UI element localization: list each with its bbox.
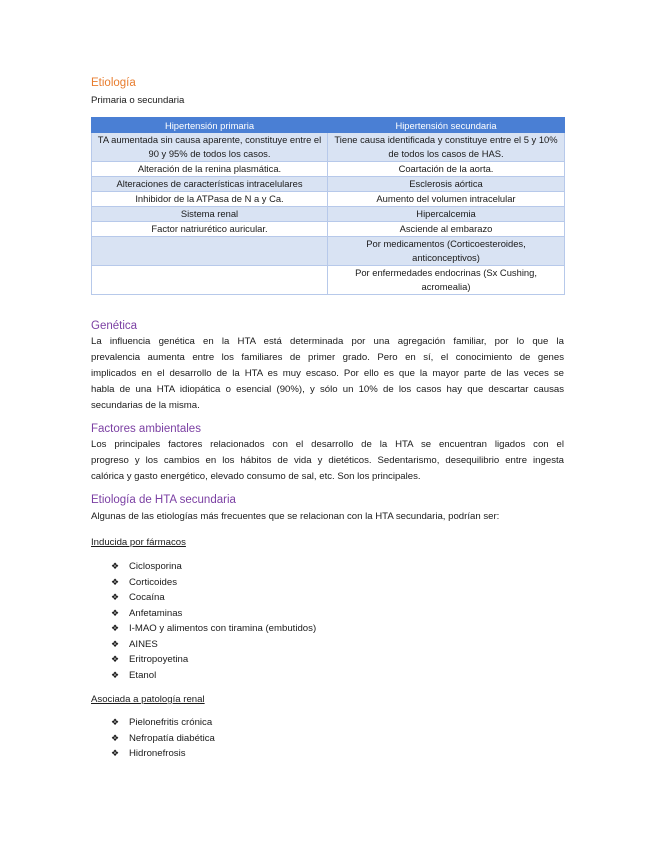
table-row	[92, 207, 565, 222]
table-row	[92, 222, 565, 237]
diamond-bullet-icon: ❖	[111, 638, 120, 649]
table-cell: Por medicamentos (Corticoesteroides, anticonceptivos)	[328, 237, 565, 266]
diamond-bullet-icon: ❖	[111, 607, 120, 618]
farmacos-list	[111, 559, 316, 683]
diamond-bullet-icon: ❖	[111, 732, 120, 743]
secundaria-intro: Algunas de las etiologías más frecuentes que se relacionan con la HTA secundaria, podrían ser:	[91, 511, 500, 522]
paragraph-line: prevalencia aumenta entre los familiares de primer grado. Pero en sí, el conocimiento de genes	[91, 352, 564, 363]
list-item: ❖ Hidronefrosis	[111, 746, 215, 762]
table-cell: Tiene causa identificada y constituye entre el 5 y 10% de todos los casos de HAS.	[328, 133, 565, 162]
paragraph-line: progreso y los cambios en los hábitos de vida y dietéticos. Sedentarismo, desequilibrio entre ingesta	[91, 455, 564, 466]
paragraph-line: habla de una HTA idiopática o esencial (90%), y sólo un 10% de los casos hay que descartar causas	[91, 384, 564, 395]
diamond-bullet-icon: ❖	[111, 748, 120, 758]
table-cell: Hipercalcemia	[328, 207, 565, 222]
table-cell: Inhibidor de la ATPasa de N a y Ca.	[92, 192, 328, 207]
table-row	[92, 177, 565, 192]
paragraph-line: secundarias de la misma.	[91, 400, 200, 411]
diamond-bullet-icon: ❖	[111, 592, 120, 602]
table-cell: Coartación de la aorta.	[328, 162, 565, 177]
table-header-row	[92, 118, 565, 133]
table-cell: Factor natriurético auricular.	[92, 222, 328, 237]
list-item: ❖ Eritropoyetina	[111, 652, 316, 668]
genetica-paragraph	[91, 334, 564, 414]
table-row	[92, 133, 565, 162]
list-item: ❖ Ciclosporina	[111, 559, 316, 575]
genetica-heading: Genética	[91, 320, 138, 332]
table-cell: Sistema renal	[92, 207, 328, 222]
table-cell: Por enfermedades endocrinas (Sx Cushing, acromealia)	[328, 266, 565, 295]
diamond-bullet-icon: ❖	[111, 669, 120, 680]
table-cell: Alteraciones de características intracelulares	[92, 177, 328, 192]
diamond-bullet-icon: ❖	[111, 623, 120, 633]
paragraph-line: La influencia genética en la HTA está determinada por una agregación familiar, por lo que la	[91, 336, 564, 347]
hypertension-table	[91, 117, 565, 295]
diamond-bullet-icon: ❖	[111, 654, 120, 664]
renal-list	[111, 715, 215, 762]
diamond-bullet-icon: ❖	[111, 561, 120, 571]
paragraph-line: implicados en el desarrollo de la HTA es muy escaso. Por ello es que la mayor parte de las veces se	[91, 368, 564, 379]
etiologia-heading: Etiología	[91, 77, 136, 89]
renal-subheading: Asociada a patología renal	[91, 694, 205, 705]
table-cell	[92, 266, 328, 295]
list-item: ❖ Anfetaminas	[111, 606, 316, 622]
diamond-bullet-icon: ❖	[111, 576, 120, 587]
list-item: ❖ I-MAO y alimentos con tiramina (embutidos)	[111, 621, 316, 637]
table-cell: Aumento del volumen intracelular	[328, 192, 565, 207]
list-item: ❖ Corticoides	[111, 575, 316, 591]
farmacos-subheading: Inducida por fármacos	[91, 537, 186, 548]
diamond-bullet-icon: ❖	[111, 717, 120, 727]
factores-paragraph	[91, 437, 564, 485]
list-item: ❖ Etanol	[111, 668, 316, 684]
table-header-primaria: Hipertensión primaria	[92, 118, 328, 133]
paragraph-line: Los principales factores relacionados con el desarrollo de la HTA se encuentran ligados con el	[91, 439, 564, 450]
table-cell	[92, 237, 328, 266]
paragraph-line: calórica y gasto energético, elevado consumo de sal, etc. Son los principales.	[91, 471, 421, 482]
secundaria-heading: Etiología de HTA secundaria	[91, 494, 236, 506]
list-item: ❖ Pielonefritis crónica	[111, 715, 215, 731]
list-item: ❖ AINES	[111, 637, 316, 653]
table-cell: Asciende al embarazo	[328, 222, 565, 237]
table-header-secundaria: Hipertensión secundaria	[328, 118, 565, 133]
table-row	[92, 162, 565, 177]
table-row	[92, 237, 565, 266]
table-row	[92, 266, 565, 295]
table-row	[92, 192, 565, 207]
table-cell: Alteración de la renina plasmática.	[92, 162, 328, 177]
factores-heading: Factores ambientales	[91, 423, 201, 435]
table-cell: Esclerosis aórtica	[328, 177, 565, 192]
table-cell: TA aumentada sin causa aparente, constituye entre el 90 y 95% de todos los casos.	[92, 133, 328, 162]
list-item: ❖ Cocaína	[111, 590, 316, 606]
etiologia-subtitle: Primaria o secundaria	[91, 95, 185, 106]
list-item: ❖ Nefropatía diabética	[111, 731, 215, 747]
